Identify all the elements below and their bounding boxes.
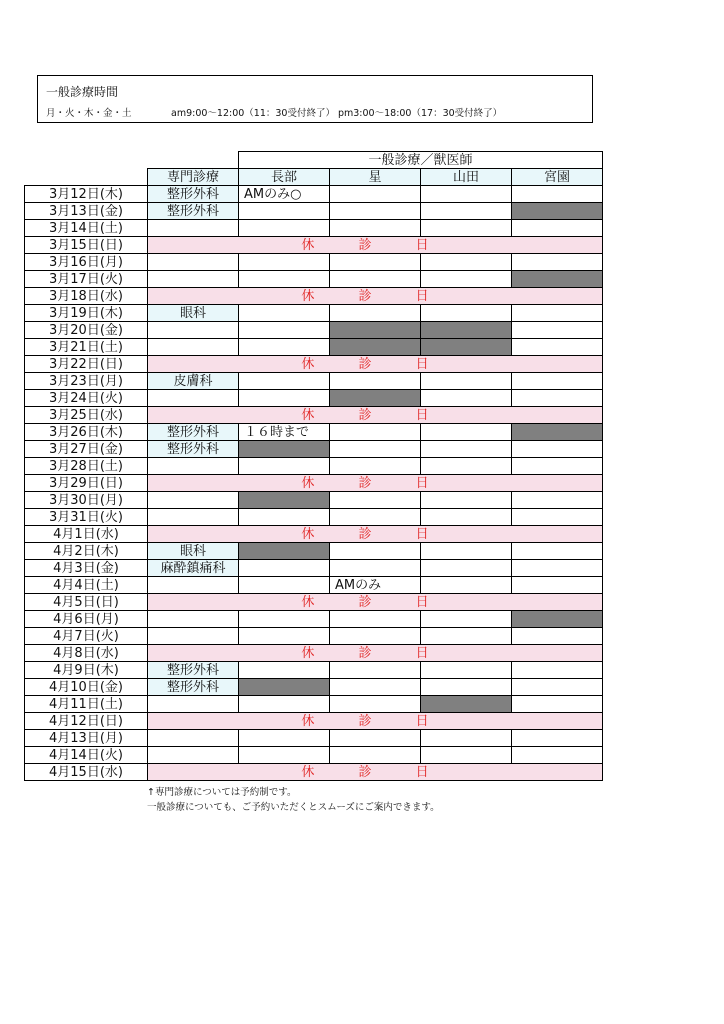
date-cell: 3月15日(日) xyxy=(25,237,148,254)
vet-absent-cell xyxy=(330,322,421,339)
date-cell: 4月4日(土) xyxy=(25,577,148,594)
specialty-cell xyxy=(148,220,239,237)
holiday-row xyxy=(25,475,603,492)
date-cell: 4月15日(水) xyxy=(25,764,148,781)
schedule-table xyxy=(24,151,603,781)
table-row xyxy=(25,339,603,356)
vet-absent-cell xyxy=(421,339,512,356)
holiday-row xyxy=(25,407,603,424)
date-cell: 4月2日(木) xyxy=(25,543,148,560)
specialty-cell: 麻酔鎮痛科 xyxy=(148,560,239,577)
holiday-cell: 休 診 日 xyxy=(148,764,603,781)
specialty-cell xyxy=(148,254,239,271)
holiday-row xyxy=(25,526,603,543)
table-row xyxy=(25,662,603,679)
clinic-hours-title: 一般診療時間 xyxy=(46,85,119,99)
vet-absent-cell xyxy=(512,611,603,628)
vet-schedule-cell xyxy=(421,543,512,560)
vet-schedule-cell: AMのみ○ xyxy=(239,186,330,203)
specialty-cell: 整形外科 xyxy=(148,186,239,203)
table-row xyxy=(25,679,603,696)
vet-schedule-cell xyxy=(421,220,512,237)
vet-absent-cell xyxy=(512,203,603,220)
holiday-cell: 休 診 日 xyxy=(148,407,603,424)
table-row xyxy=(25,509,603,526)
date-cell: 4月11日(土) xyxy=(25,696,148,713)
vet-schedule-cell xyxy=(330,254,421,271)
table-row xyxy=(25,696,603,713)
table-row xyxy=(25,611,603,628)
specialty-cell xyxy=(148,747,239,764)
date-cell: 3月24日(火) xyxy=(25,390,148,407)
column-header-row xyxy=(25,169,603,186)
vet-schedule-cell xyxy=(512,305,603,322)
date-cell: 4月1日(水) xyxy=(25,526,148,543)
holiday-cell: 休 診 日 xyxy=(148,713,603,730)
specialty-cell: 整形外科 xyxy=(148,424,239,441)
vet-schedule-cell xyxy=(330,543,421,560)
date-cell: 3月25日(水) xyxy=(25,407,148,424)
date-cell: 4月3日(金) xyxy=(25,560,148,577)
vet-schedule-cell xyxy=(239,509,330,526)
vet-schedule-cell xyxy=(239,373,330,390)
vet-schedule-cell xyxy=(421,186,512,203)
table-row xyxy=(25,271,603,288)
date-cell: 3月12日(木) xyxy=(25,186,148,203)
date-cell: 3月22日(日) xyxy=(25,356,148,373)
table-row xyxy=(25,220,603,237)
specialty-cell: 整形外科 xyxy=(148,441,239,458)
table-row xyxy=(25,543,603,560)
table-row xyxy=(25,254,603,271)
vet-schedule-cell xyxy=(330,679,421,696)
vet-schedule-cell xyxy=(421,730,512,747)
vet-schedule-cell xyxy=(421,577,512,594)
table-row xyxy=(25,747,603,764)
specialty-cell xyxy=(148,628,239,645)
specialty-header: 専門診療 xyxy=(148,169,239,186)
date-cell: 4月6日(月) xyxy=(25,611,148,628)
vet-schedule-cell xyxy=(330,509,421,526)
vet-absent-cell xyxy=(239,492,330,509)
date-cell: 4月13日(月) xyxy=(25,730,148,747)
vet-header-yamada: 山田 xyxy=(421,169,512,186)
vet-schedule-cell xyxy=(330,560,421,577)
clinic-hours-days: 月・火・木・金・土 xyxy=(46,108,132,119)
date-cell: 4月14日(火) xyxy=(25,747,148,764)
holiday-row xyxy=(25,594,603,611)
vet-schedule-cell xyxy=(330,747,421,764)
date-cell: 3月13日(金) xyxy=(25,203,148,220)
holiday-cell: 休 診 日 xyxy=(148,356,603,373)
specialty-cell: 整形外科 xyxy=(148,203,239,220)
holiday-cell: 休 診 日 xyxy=(148,288,603,305)
vet-schedule-cell xyxy=(239,220,330,237)
vet-schedule-cell xyxy=(239,560,330,577)
vet-schedule-cell xyxy=(512,254,603,271)
vet-schedule-cell xyxy=(512,679,603,696)
vet-schedule-cell xyxy=(512,373,603,390)
date-cell: 3月20日(金) xyxy=(25,322,148,339)
vet-schedule-cell xyxy=(421,628,512,645)
holiday-row xyxy=(25,356,603,373)
vet-schedule-cell xyxy=(512,339,603,356)
vet-absent-cell xyxy=(421,322,512,339)
vet-schedule-cell xyxy=(239,628,330,645)
holiday-cell: 休 診 日 xyxy=(148,526,603,543)
vet-absent-cell xyxy=(239,679,330,696)
date-cell: 3月21日(土) xyxy=(25,339,148,356)
vet-absent-cell xyxy=(239,543,330,560)
general-care-note: 一般診療についても、ご予約いただくとスムーズにご案内できます。 xyxy=(147,802,440,813)
date-cell: 3月27日(金) xyxy=(25,441,148,458)
table-row xyxy=(25,577,603,594)
vet-schedule-cell xyxy=(512,322,603,339)
vet-schedule-cell xyxy=(239,390,330,407)
specialty-cell: 眼科 xyxy=(148,543,239,560)
clinic-hours-box xyxy=(37,75,593,123)
table-row xyxy=(25,730,603,747)
vet-schedule-cell xyxy=(330,305,421,322)
vet-schedule-cell xyxy=(330,424,421,441)
date-cell: 3月29日(日) xyxy=(25,475,148,492)
vet-schedule-cell xyxy=(421,492,512,509)
table-row xyxy=(25,628,603,645)
table-row xyxy=(25,322,603,339)
vet-schedule-cell xyxy=(421,424,512,441)
specialty-cell: 整形外科 xyxy=(148,662,239,679)
table-row xyxy=(25,441,603,458)
holiday-row xyxy=(25,713,603,730)
vet-schedule-cell xyxy=(330,220,421,237)
vet-schedule-cell xyxy=(512,628,603,645)
date-cell: 3月14日(土) xyxy=(25,220,148,237)
date-cell: 4月7日(火) xyxy=(25,628,148,645)
vet-schedule-cell xyxy=(512,390,603,407)
vet-schedule-cell xyxy=(512,492,603,509)
holiday-cell: 休 診 日 xyxy=(148,475,603,492)
vet-schedule-cell xyxy=(512,560,603,577)
vet-schedule-cell: AMのみ xyxy=(330,577,421,594)
holiday-row xyxy=(25,764,603,781)
date-cell: 3月28日(土) xyxy=(25,458,148,475)
vet-schedule-cell xyxy=(421,305,512,322)
vet-schedule-cell xyxy=(330,186,421,203)
vet-schedule-cell xyxy=(330,730,421,747)
vet-absent-cell xyxy=(512,271,603,288)
vet-schedule-cell xyxy=(330,271,421,288)
vet-schedule-cell xyxy=(512,747,603,764)
vet-schedule-cell xyxy=(512,662,603,679)
vet-schedule-cell xyxy=(330,458,421,475)
date-cell: 3月18日(水) xyxy=(25,288,148,305)
specialty-cell xyxy=(148,611,239,628)
vet-schedule-cell xyxy=(512,441,603,458)
vet-schedule-cell xyxy=(330,373,421,390)
specialty-cell xyxy=(148,509,239,526)
vet-schedule-cell xyxy=(239,730,330,747)
vet-schedule-cell xyxy=(512,186,603,203)
vet-absent-cell xyxy=(512,424,603,441)
date-cell: 3月19日(木) xyxy=(25,305,148,322)
vet-schedule-cell xyxy=(239,254,330,271)
vet-schedule-cell xyxy=(421,203,512,220)
vet-schedule-cell xyxy=(239,747,330,764)
specialty-cell xyxy=(148,322,239,339)
date-cell: 4月9日(木) xyxy=(25,662,148,679)
specialty-cell xyxy=(148,390,239,407)
vet-schedule-cell xyxy=(421,458,512,475)
specialty-cell xyxy=(148,271,239,288)
vet-header-miyazono: 宮園 xyxy=(512,169,603,186)
vet-schedule-cell xyxy=(330,628,421,645)
table-row xyxy=(25,203,603,220)
date-cell: 4月8日(水) xyxy=(25,645,148,662)
general-care-header: 一般診療／獣医師 xyxy=(239,152,603,169)
vet-schedule-cell xyxy=(239,305,330,322)
specialty-cell xyxy=(148,339,239,356)
holiday-cell: 休 診 日 xyxy=(148,645,603,662)
date-cell: 4月10日(金) xyxy=(25,679,148,696)
holiday-row xyxy=(25,288,603,305)
table-row xyxy=(25,305,603,322)
vet-schedule-cell xyxy=(421,509,512,526)
vet-absent-cell xyxy=(239,441,330,458)
specialty-cell xyxy=(148,730,239,747)
vet-schedule-cell xyxy=(330,203,421,220)
vet-schedule-cell xyxy=(421,611,512,628)
vet-schedule-cell: １６時まで xyxy=(239,424,330,441)
vet-schedule-cell xyxy=(512,220,603,237)
vet-schedule-cell xyxy=(330,492,421,509)
date-cell: 3月31日(火) xyxy=(25,509,148,526)
vet-absent-cell xyxy=(330,390,421,407)
vet-schedule-cell xyxy=(239,322,330,339)
date-cell: 3月26日(木) xyxy=(25,424,148,441)
vet-schedule-cell xyxy=(512,577,603,594)
date-cell: 3月30日(月) xyxy=(25,492,148,509)
vet-schedule-cell xyxy=(330,441,421,458)
vet-schedule-cell xyxy=(512,543,603,560)
vet-schedule-cell xyxy=(239,271,330,288)
vet-schedule-cell xyxy=(421,441,512,458)
date-cell: 4月12日(日) xyxy=(25,713,148,730)
table-row xyxy=(25,458,603,475)
group-header-row xyxy=(25,152,603,169)
specialty-cell xyxy=(148,696,239,713)
table-row xyxy=(25,373,603,390)
table-row xyxy=(25,186,603,203)
vet-absent-cell xyxy=(330,339,421,356)
table-row xyxy=(25,390,603,407)
date-cell: 3月16日(月) xyxy=(25,254,148,271)
vet-schedule-cell xyxy=(330,611,421,628)
vet-schedule-cell xyxy=(239,611,330,628)
holiday-row xyxy=(25,237,603,254)
vet-schedule-cell xyxy=(421,662,512,679)
vet-schedule-cell xyxy=(239,577,330,594)
vet-schedule-cell xyxy=(421,390,512,407)
vet-schedule-cell xyxy=(239,339,330,356)
specialty-cell: 眼科 xyxy=(148,305,239,322)
specialty-cell xyxy=(148,577,239,594)
vet-schedule-cell xyxy=(512,696,603,713)
vet-schedule-cell xyxy=(239,696,330,713)
date-cell: 3月23日(月) xyxy=(25,373,148,390)
vet-schedule-cell xyxy=(421,679,512,696)
vet-schedule-cell xyxy=(512,458,603,475)
vet-schedule-cell xyxy=(421,747,512,764)
vet-schedule-cell xyxy=(421,373,512,390)
date-cell: 4月5日(日) xyxy=(25,594,148,611)
holiday-cell: 休 診 日 xyxy=(148,237,603,254)
specialty-cell xyxy=(148,492,239,509)
vet-schedule-cell xyxy=(421,254,512,271)
table-row xyxy=(25,492,603,509)
vet-schedule-cell xyxy=(330,696,421,713)
holiday-cell: 休 診 日 xyxy=(148,594,603,611)
vet-absent-cell xyxy=(421,696,512,713)
specialty-cell: 整形外科 xyxy=(148,679,239,696)
vet-schedule-cell xyxy=(421,560,512,577)
vet-header-hoshi: 星 xyxy=(330,169,421,186)
vet-schedule-cell xyxy=(512,509,603,526)
vet-schedule-cell xyxy=(512,730,603,747)
holiday-row xyxy=(25,645,603,662)
vet-schedule-cell xyxy=(239,662,330,679)
specialty-cell xyxy=(148,458,239,475)
table-row xyxy=(25,560,603,577)
vet-schedule-cell xyxy=(421,271,512,288)
table-row xyxy=(25,424,603,441)
date-cell: 3月17日(火) xyxy=(25,271,148,288)
vet-schedule-cell xyxy=(239,203,330,220)
reservation-note: ↑専門診療については予約制です。 xyxy=(147,787,297,798)
vet-schedule-cell xyxy=(239,458,330,475)
vet-header-osabe: 長部 xyxy=(239,169,330,186)
specialty-cell: 皮膚科 xyxy=(148,373,239,390)
vet-schedule-cell xyxy=(330,662,421,679)
clinic-hours-times: am9:00～12:00（11：30受付終了） pm3:00～18:00（17：30受付終了） xyxy=(171,108,503,119)
